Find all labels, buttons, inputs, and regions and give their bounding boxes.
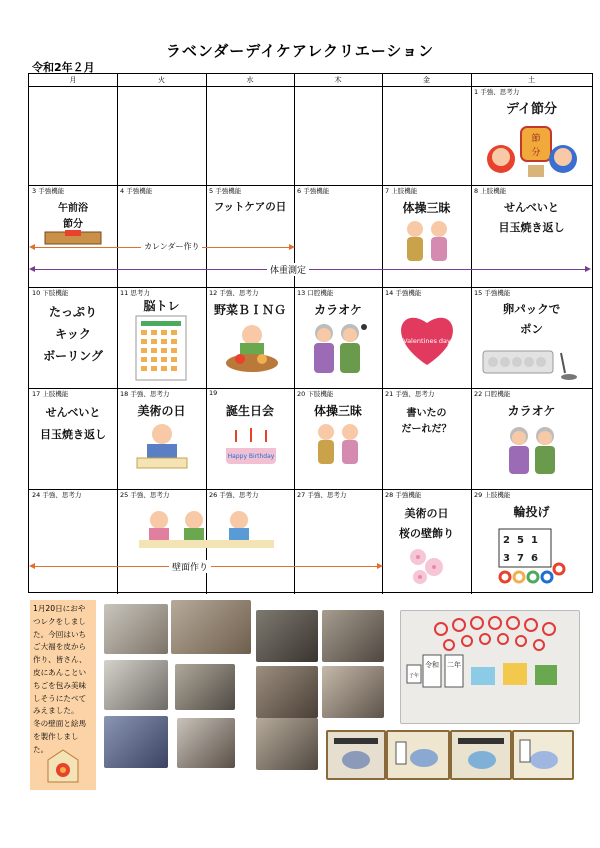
note-line: た。今回はいち: [33, 629, 87, 639]
day-number: 18 手強、思考力: [120, 390, 170, 398]
day-cell-13: [294, 287, 382, 388]
ema-photo: [326, 730, 386, 780]
svg-text:7: 7: [517, 553, 524, 564]
day-number: 3 手強機能: [32, 187, 65, 195]
svg-text:5: 5: [517, 535, 524, 546]
day-number: 21 手強、思考力: [385, 390, 435, 398]
day-cell-29: [471, 489, 592, 592]
arrow-label: 体重測定: [267, 263, 309, 276]
participant-photo: [322, 610, 384, 662]
wall-making-illustration: [139, 506, 279, 550]
day-number: 27 手強、思考力: [297, 491, 347, 499]
activity-label: だーれだ？: [401, 424, 452, 435]
ema-photo: [386, 730, 450, 780]
activity-label: ポン: [520, 322, 543, 336]
activity-label: 体操三昧: [313, 404, 362, 418]
participant-photo: [322, 666, 384, 718]
activity-label: たっぷり: [48, 305, 97, 319]
arrow-head-right: [289, 244, 295, 250]
calendar-grid: [28, 73, 593, 593]
day-number: 17 上肢機能: [32, 390, 69, 398]
karaoke-singers-illustration: [306, 319, 370, 377]
weekday-fri: 金: [382, 74, 471, 87]
arrow-head-left: [29, 563, 35, 569]
svg-text:二年: 二年: [447, 661, 461, 669]
svg-text:分: 分: [531, 148, 541, 158]
activity-label: 目玉焼き返し: [498, 221, 565, 234]
activity-label: 誕生日会: [225, 404, 274, 418]
page-title: ラベンダーデイケアレクリエーション: [165, 42, 435, 60]
cherry-blossom-illustration: [404, 545, 450, 587]
day-number: 25 手強、思考力: [120, 491, 170, 499]
ema-photo: [450, 730, 512, 780]
activity-label: 脳トレ: [143, 299, 180, 313]
activity-label: 体操三昧: [402, 201, 451, 215]
birthday-cake-illustration: [220, 424, 282, 468]
day-number: 14 手強機能: [385, 289, 422, 297]
day-cell-19: [206, 388, 294, 489]
note-line: 冬の壁面と絵馬: [33, 719, 87, 729]
day-number: 8 上肢機能: [474, 187, 507, 195]
day-number: 12 手強、思考力: [209, 289, 259, 297]
art-day-illustration: [133, 420, 191, 470]
svg-text:2: 2: [503, 535, 510, 546]
exercise-illustration: [310, 422, 366, 468]
month-label: 令和2年２月: [32, 61, 95, 74]
day-cell-8: [471, 185, 592, 287]
note-line: つレクをしまし: [33, 616, 87, 626]
day-cell-14: [382, 287, 471, 388]
day-cell-27: [294, 489, 382, 592]
valentine-heart-illustration: [394, 309, 460, 367]
activity-label: 輪投げ: [513, 505, 550, 519]
dessert-photo: [171, 600, 251, 654]
activity-label: 野菜ＢＩＮＧ: [213, 303, 286, 317]
weekday-thu: 木: [294, 74, 382, 87]
activity-label: カラオケ: [314, 303, 362, 317]
ema-mouse-illustration: [388, 732, 448, 778]
day-number: 1 手強、思考力: [474, 88, 520, 96]
wall-decoration-photo: [400, 610, 580, 724]
arrow-head-right: [377, 563, 383, 569]
brain-training-sheet-illustration: [135, 315, 187, 381]
day-number: 28 手強機能: [385, 491, 422, 499]
activity-label: 桜の壁飾り: [399, 527, 454, 540]
day-number: 5 手強機能: [209, 187, 242, 195]
svg-text:子年: 子年: [408, 673, 420, 679]
note-line: を製作しました。: [33, 731, 79, 754]
activity-label: 目玉焼き返し: [40, 428, 106, 441]
activity-label: キック: [55, 327, 91, 341]
svg-text:Happy Birthday: Happy Birthday: [227, 453, 275, 460]
activity-label: 節分: [63, 219, 83, 230]
exercise-illustration: [399, 219, 455, 265]
day-cell-18: [117, 388, 206, 489]
day-number: 29 上肢機能: [474, 491, 511, 499]
activity-label: 卵パックで: [502, 302, 561, 316]
arrow-label: 壁面作り: [169, 560, 211, 573]
note-line: 作り、皆さん、: [33, 655, 87, 665]
day-number: 15 手強機能: [474, 289, 511, 297]
day-cell-11: [117, 287, 206, 388]
activity-label: せんべいと: [45, 406, 101, 419]
weekday-mon: 月: [29, 74, 117, 87]
day-number: 7 上肢機能: [385, 187, 418, 195]
activity-label: ボーリング: [43, 349, 103, 363]
svg-text:6: 6: [531, 553, 538, 564]
weight-check-arrow: [31, 266, 589, 276]
weekday-wed: 水: [206, 74, 294, 87]
day-number: 4 手強機能: [120, 187, 153, 195]
weekday-sat: 土: [471, 74, 592, 87]
note-line: 皮にあんことい: [33, 667, 87, 677]
calendar-making-arrow: [31, 242, 293, 251]
activity-label: 午前浴: [58, 203, 88, 214]
day-number: 19: [209, 389, 218, 397]
setsubun-illustration: [483, 119, 578, 181]
day-number: 24 手強、思考力: [32, 491, 82, 499]
day-cell-15: [471, 287, 592, 388]
day-number: 10 下肢機能: [32, 289, 69, 297]
activity-photo: [104, 716, 168, 768]
ema-mouse-illustration: [514, 732, 572, 778]
activity-label: デイ節分: [505, 102, 558, 117]
ring-toss-illustration: [493, 523, 569, 585]
ema-photo: [512, 730, 574, 780]
activity-label: 書いたの: [406, 408, 447, 419]
activity-label: フットケアの日: [213, 201, 287, 213]
arrow-head-left: [29, 266, 35, 272]
day-cell-4: [117, 185, 206, 287]
day-cell-24: [29, 489, 117, 592]
participant-photo: [256, 666, 318, 718]
note-line: 1月20日におや: [33, 604, 86, 613]
vegetable-basket-illustration: [224, 321, 280, 373]
activity-label: カラオケ: [507, 404, 556, 418]
note-line: しそうにたべて: [33, 693, 87, 703]
setsubun-box-illustration: [43, 230, 103, 246]
day-number: 26 手強、思考力: [209, 491, 259, 499]
day-cell-10: [29, 287, 117, 388]
arrow-label: カレンダー作り: [141, 241, 202, 252]
day-cell-12: [206, 287, 294, 388]
day-number: 6 手強機能: [297, 187, 330, 195]
day-number: 13 口腔機能: [297, 289, 334, 297]
activity-photo: [104, 604, 168, 654]
activity-label: せんべいと: [504, 201, 559, 214]
ema-mouse-illustration: [452, 732, 510, 778]
weekday-tue: 火: [117, 74, 206, 87]
day-cell-28: [382, 489, 471, 592]
day-number: 22 口腔機能: [474, 390, 511, 398]
svg-text:節: 節: [531, 134, 541, 144]
svg-text:Valentines day: Valentines day: [403, 337, 451, 345]
day-cell-3: [29, 185, 117, 287]
ema-illustration: [44, 748, 82, 784]
note-line: みえました。: [33, 706, 79, 716]
day-cell-20: [294, 388, 382, 489]
day-cell-7: [382, 185, 471, 287]
activity-photo: [104, 660, 168, 710]
ema-mouse-illustration: [328, 732, 384, 778]
wall-decoration-illustration: [401, 611, 579, 723]
wall-making-arrow: [31, 563, 381, 573]
arrow-head-left: [29, 244, 35, 250]
activity-label: 美術の日: [137, 404, 186, 418]
note-line: ちごを包み美味: [33, 680, 87, 690]
svg-text:1: 1: [531, 535, 538, 546]
day-cell-1: [471, 86, 592, 185]
svg-text:令和: 令和: [425, 661, 439, 669]
activity-photo: [177, 718, 235, 768]
arrow-head-right: [585, 266, 591, 272]
activity-photo: [175, 664, 235, 710]
day-cell-22: [471, 388, 592, 489]
karaoke-singers-illustration: [501, 422, 565, 476]
day-number: 20 下肢機能: [297, 390, 334, 398]
egg-carton-illustration: [481, 343, 581, 385]
svg-text:3: 3: [503, 553, 510, 564]
activity-label: 美術の日: [404, 507, 449, 520]
participant-photo: [256, 718, 318, 770]
day-cell-17: [29, 388, 117, 489]
note-line: ご大福を皮から: [33, 642, 87, 652]
day-cell-21: [382, 388, 471, 489]
report-note: [30, 600, 96, 790]
participant-photo: [256, 610, 318, 662]
day-number: 11 思考力: [120, 289, 150, 297]
